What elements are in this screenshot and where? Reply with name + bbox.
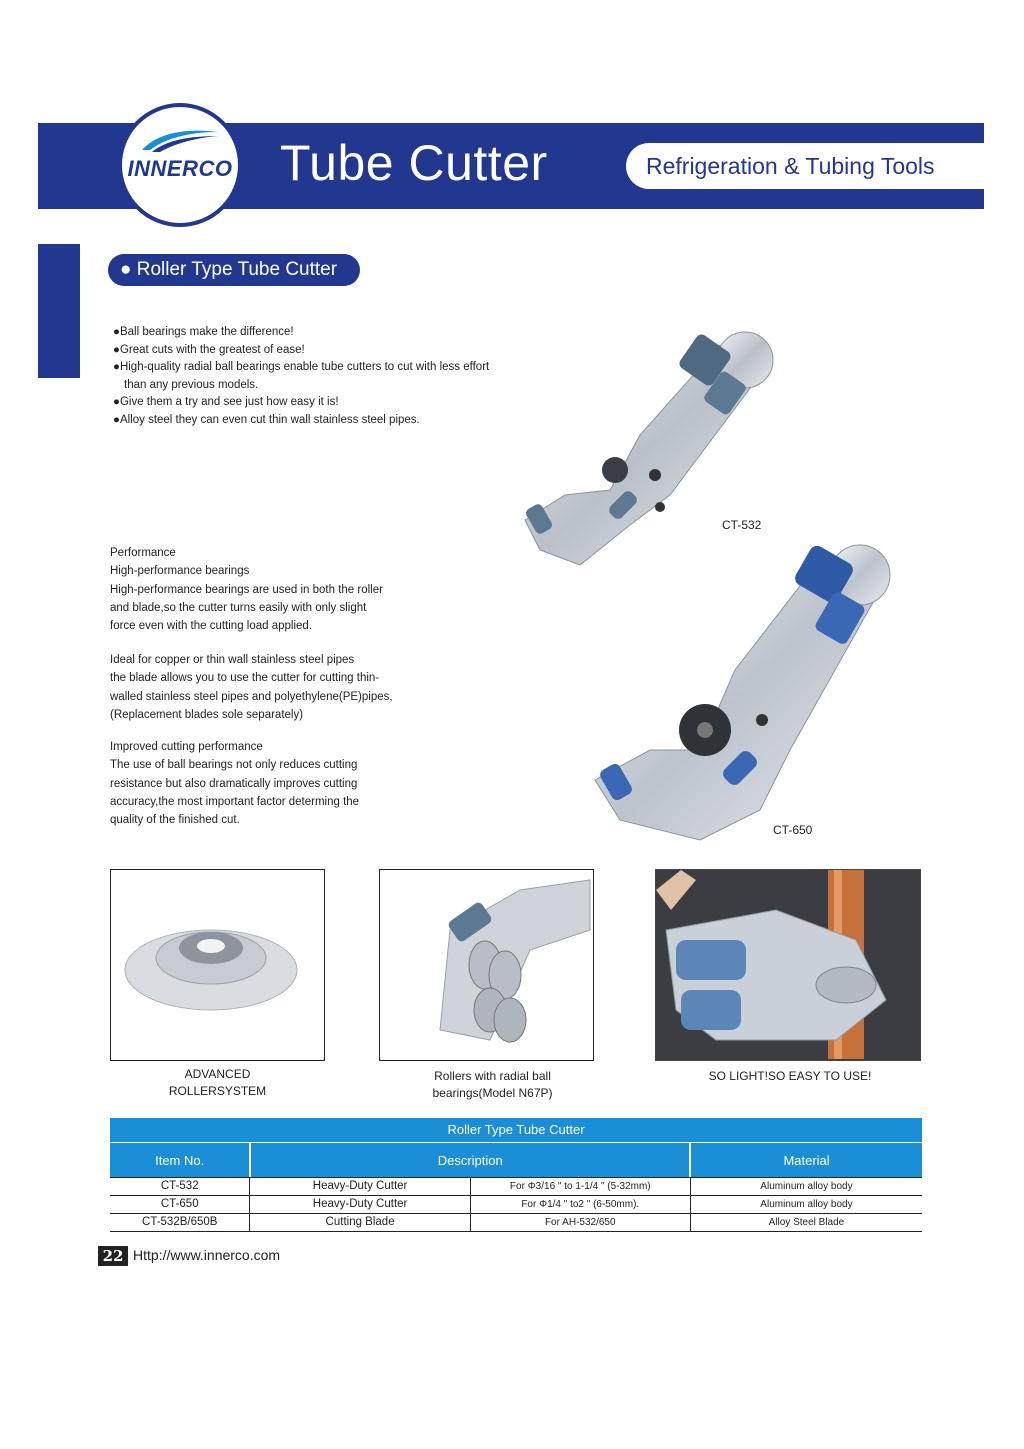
performance-line: Performance [110,547,176,559]
table-cell: Alloy Steel Blade [690,1214,922,1231]
feature-bullet: ●Alloy steel they can even cut thin wall stainless steel pipes. [113,413,420,426]
table-cell: For AH-532/650 [470,1214,690,1231]
product-label-ct532: CT-532 [722,518,762,532]
table-cell: For Φ3/16 " to 1-1/4 " (5-32mm) [470,1178,690,1195]
page-title: Tube Cutter [280,135,548,191]
performance-block [110,544,430,635]
photo-caption-3: SO LIGHT!SO EASY TO USE! [708,1069,872,1083]
improved-line: The use of ball bearings not only reduces cutting [110,759,358,772]
feature-bullet-list [113,324,513,429]
column-header: Material [689,1143,922,1177]
feature-bullet: ●Ball bearings make the difference! [113,326,294,338]
subtitle-text: Refrigeration & Tubing Tools [646,153,935,179]
photo-caption-1 [140,1066,295,1100]
logo-swoosh-icon [138,126,222,152]
feature-bullet: ●Great cuts with the greatest of ease! [113,343,305,356]
product-label-ct650: CT-650 [773,823,813,837]
caption-line: ROLLERSYSTEM [168,1084,267,1098]
ideal-block [110,651,430,724]
feature-bullet: ●High-quality radial ball bearings enable tube cutters to cut with less effort than any previous models. [113,361,490,391]
feature-bullet: ●Give them a try and see just how easy it is! [113,396,339,408]
table-cell: Heavy-Duty Cutter [249,1178,469,1195]
photo-caption-2 [410,1068,575,1102]
improved-line: quality of the finished cut. [110,814,240,827]
caption-line: Rollers with radial ball [434,1069,551,1083]
section-title: ● Roller Type Tube Cutter [108,254,360,286]
table-cell: For Φ1/4 " to2 " (6-50mm). [470,1196,690,1213]
table-title: Roller Type Tube Cutter [110,1118,922,1142]
logo-text: INNERCO [127,156,233,181]
table-row [110,1196,922,1214]
table-header-row [110,1142,922,1177]
side-accent-bar [38,244,80,378]
table-row [110,1177,922,1196]
table-cell: CT-532B/650B [142,1216,218,1228]
improved-line: accuracy,the most important factor determing the [110,795,360,808]
rollers-icon [380,870,592,1059]
ideal-line: Ideal for copper or thin wall stainless steel pipes [110,654,355,666]
radial-ball-rollers-photo [379,869,594,1061]
table-row [110,1214,922,1232]
performance-line: force even with the cutting load applied. [110,620,313,633]
table-cell: Cutting Blade [249,1214,469,1231]
cutter-in-hand-icon [656,870,919,1059]
ideal-line: the blade allows you to use the cutter for cutting thin- [110,672,380,685]
improved-line: Improved cutting performance [110,741,263,753]
table-cell: CT-650 [160,1198,199,1210]
tube-cutter-ct650-image [590,540,900,850]
table-cell: Heavy-Duty Cutter [249,1196,469,1213]
roller-icon [111,870,323,1059]
caption-line: ADVANCED [184,1067,251,1081]
performance-line: High-performance bearings are used in both the roller [110,583,383,596]
column-header: Item No. [155,1152,205,1168]
cutter-in-use-photo [655,869,921,1061]
column-header: Description [249,1143,689,1177]
performance-line: and blade,so the cutter turns easily with only slight [110,601,367,614]
improved-block [110,738,410,829]
table-cell: CT-532 [160,1180,199,1192]
performance-line: High-performance bearings [110,565,250,578]
spec-table [110,1118,922,1232]
table-cell: Aluminum alloy body [690,1196,922,1213]
ideal-line: walled stainless steel pipes and polyethylene(PE)pipes, [110,690,393,703]
footer-url-link[interactable]: Http://www.innerco.com [133,1247,281,1263]
roller-system-photo [110,869,325,1061]
caption-line: bearings(Model N67P) [432,1086,553,1100]
table-cell: Aluminum alloy body [690,1178,922,1195]
ideal-line: (Replacement blades sole separately) [110,708,304,721]
page-number: 22 [98,1246,128,1266]
improved-line: resistance but also dramatically improves cutting [110,777,358,790]
